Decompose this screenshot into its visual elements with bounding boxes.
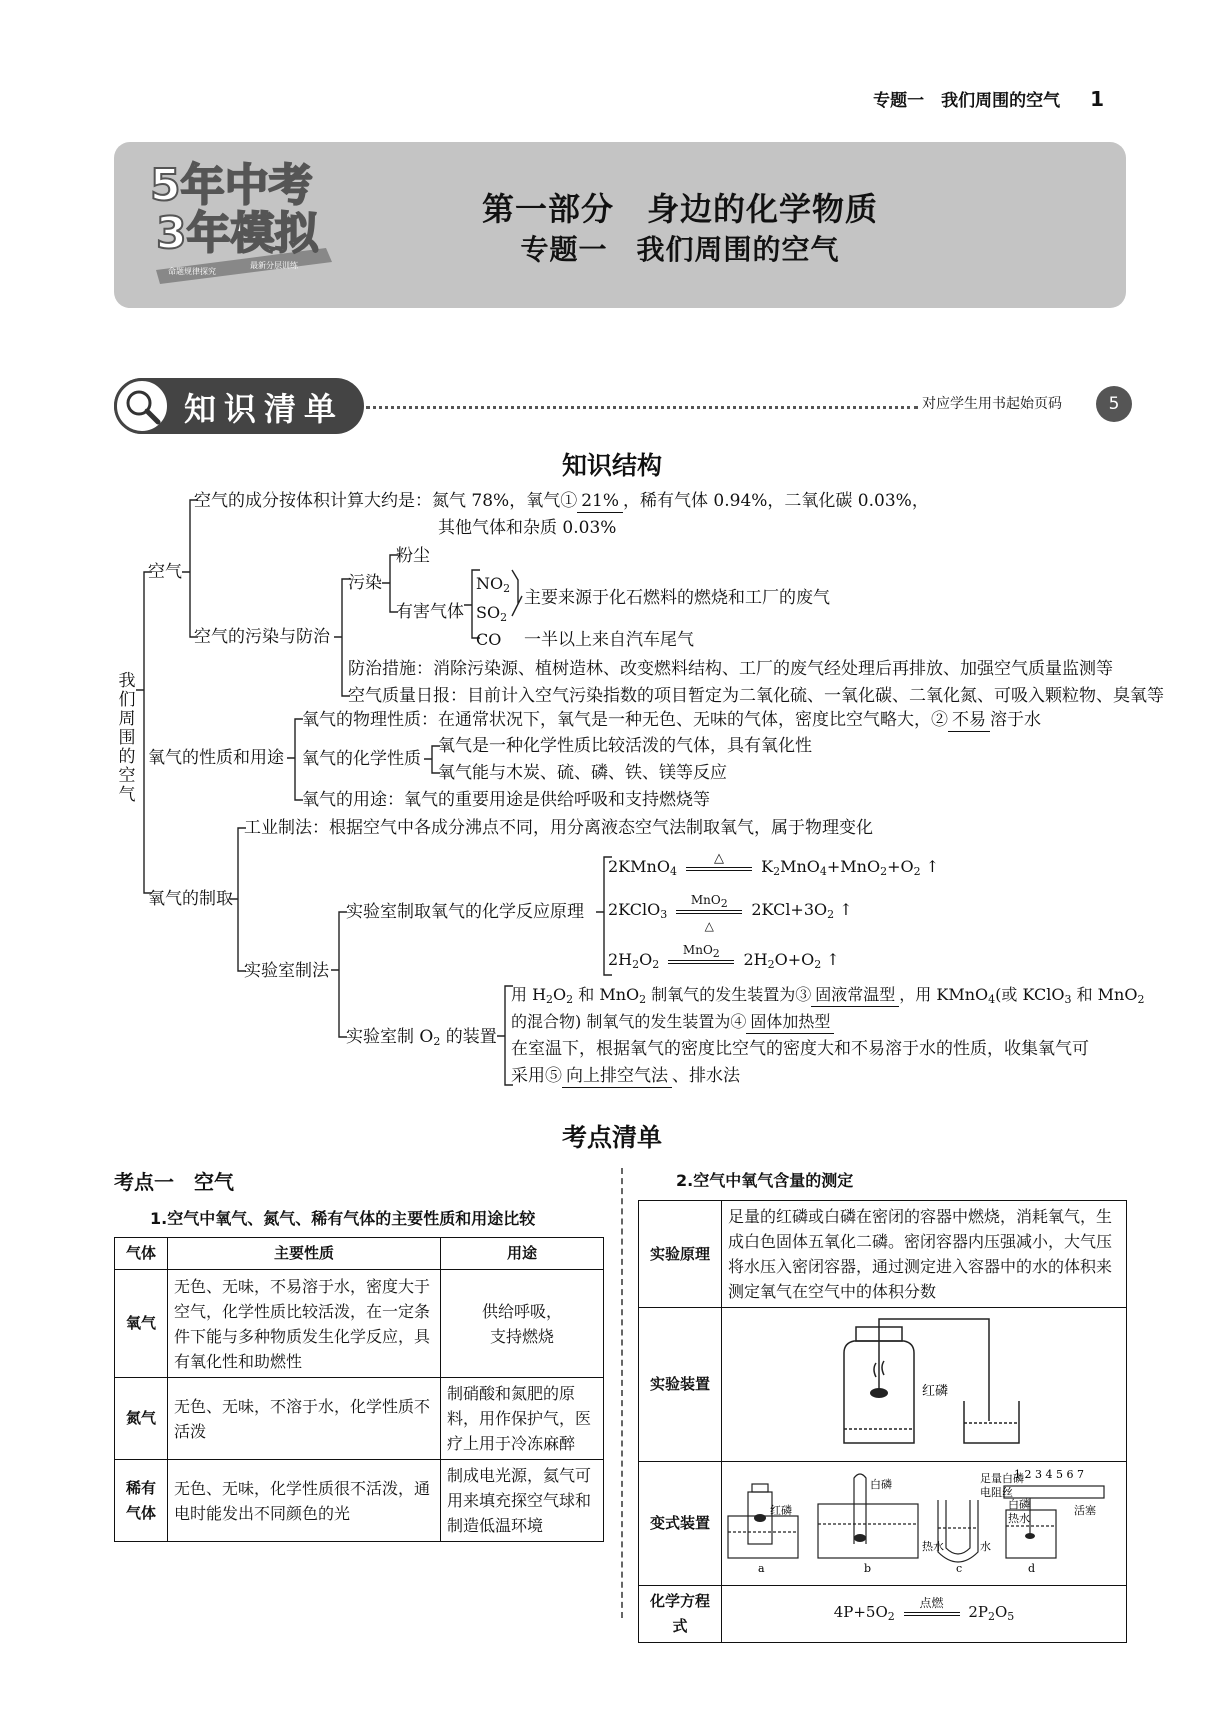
oxygen-use: 氧气的用途：氧气的重要用途是供给呼吸和支持燃烧等 [302, 790, 710, 810]
prep-label: 氧气的制取 [148, 889, 233, 909]
blank-1: 21% [577, 490, 623, 513]
variant-diagrams [724, 1464, 1124, 1576]
device-figure-cell [722, 1308, 1127, 1462]
blank-3: 固液常温型 [811, 984, 899, 1007]
col-use: 用途 [441, 1238, 604, 1270]
collect-line-1: 在室温下，根据氧气的密度比空气的密度大和不易溶于水的性质，收集氧气可 [511, 1039, 1089, 1059]
blank-2: 不易 [948, 709, 990, 732]
lab-method-label: 实验室制法 [244, 961, 329, 981]
principle-label: 实验原理 [639, 1201, 722, 1308]
subtopic-1: 1.空气中氧气、氮气、稀有气体的主要性质和用途比较 [150, 1209, 536, 1228]
gas-source: 主要来源于化石燃料的燃烧和工厂的废气 [524, 588, 830, 608]
table-row [115, 1460, 604, 1542]
chemical-props-label: 氧气的化学性质 [302, 749, 421, 769]
running-title: 专题一 我们周围的空气 [873, 91, 1061, 111]
page-number: 1 [1090, 87, 1104, 111]
principle-label: 实验室制取氧气的化学反应原理 [346, 902, 584, 922]
gas-so2: $SO_2$ [476, 603, 508, 624]
prevention-measures: 防治措施：消除污染源、植树造林、改变燃料结构、工厂的废气经处理后再排放、加强空气质量监测等 [348, 659, 1113, 679]
collect-line-2: 采用⑤ 向上排空气法 、排水法 [511, 1066, 740, 1086]
harmful-gas: 有害气体 [396, 602, 464, 622]
table-row [639, 1586, 1127, 1643]
variant-label: 变式装置 [639, 1462, 722, 1586]
topic-title: 专题一 我们周围的空气 [520, 233, 840, 266]
col-property: 主要性质 [168, 1238, 441, 1270]
column-divider [621, 1168, 623, 1618]
reference-page: 5 [1096, 386, 1132, 422]
gas-use: 制硝酸和氮肥的原料，用作保护气，医疗上用于冷冻麻醉 [441, 1378, 604, 1460]
variant-tag: 热水 [922, 1540, 944, 1553]
variant-tag: 热水 [1008, 1512, 1030, 1525]
pollution-label: 空气的污染与防治 [194, 627, 330, 647]
table-row [639, 1201, 1127, 1308]
device-line-2: 的混合物) 制氧气的发生装置为④ 固体加热型 [511, 1011, 834, 1034]
knowledge-label: 知识清单 [184, 390, 345, 428]
variant-tag: 水 [980, 1540, 991, 1553]
dust: 粉尘 [396, 546, 430, 566]
variant-tag: 电阻丝 [980, 1486, 1013, 1499]
oxygen-measurement-table [638, 1200, 1127, 1643]
chem-prop-2: 氧气能与木炭、硫、磷、铁、镁等反应 [438, 763, 727, 783]
table-header-row [115, 1238, 604, 1270]
variant-letter: d [1028, 1562, 1036, 1575]
variant-tag: 红磷 [770, 1504, 792, 1517]
logo-tag-1: 命题规律探究 [168, 267, 216, 276]
equation-h2o2: $2H_2O_2$ MnO$_2$ $2H_2O+O_2$ ↑ [608, 942, 840, 971]
gas-name: 氧气 [115, 1270, 168, 1378]
gas-comparison-table [114, 1237, 604, 1542]
air-composition-2: 其他气体和杂质 0.03% [438, 518, 617, 538]
variant-figure-cell [722, 1462, 1127, 1586]
exam-title: 考点清单 [561, 1123, 662, 1152]
apparatus-diagram [814, 1311, 1034, 1451]
variant-tag: 足量白磷 [980, 1472, 1024, 1485]
equation-kclo3: 2KClO$_3$ MnO$_2$ △ $2KCl+3O_2$ ↑ [608, 892, 853, 933]
gas-use: 供给呼吸， 支持燃烧 [441, 1270, 604, 1378]
physical-props: 氧气的物理性质：在通常状况下，氧气是一种无色、无味的气体，密度比空气略大，② 不易 溶于水 [302, 710, 1041, 730]
variant-tag: 白磷 [1008, 1498, 1030, 1511]
air-composition: 空气的成分按体积计算大约是：氮气 78%，氧气① 21% ，稀有气体 0.94%，二氧化碳 0.03%， [194, 491, 929, 511]
chem-prop-1: 氧气是一种化学性质比较活泼的气体，具有氧化性 [438, 736, 812, 756]
logo-tag-2: 最新分层训练 [250, 261, 298, 270]
variant-tag: 1 2 3 4 5 6 7 [1014, 1468, 1084, 1481]
table-row [639, 1462, 1127, 1586]
red-phosphorus-tag: 红磷 [922, 1384, 949, 1399]
variant-letter: a [758, 1562, 765, 1575]
table-row [639, 1308, 1127, 1462]
device-line-1: 用 $H_2O_2$ 和 MnO$_2$ 制氧气的发生装置为③ 固液常温型 ，用 KMnO$_4$(或 KClO$_3$ 和 MnO$_2$ [511, 985, 1145, 1006]
device-label: 实验室制 $O_2$ 的装置 [346, 1027, 497, 1048]
gas-name: 稀有气体 [115, 1460, 168, 1542]
pollution: 污染 [348, 573, 382, 593]
air-quality-daily: 空气质量日报：目前计入空气污染指数的项目暂定为二氧化硫、一氧化碳、二氧化氮、可吸入颗粒物、臭氧等 [348, 686, 1164, 706]
blank-5: 向上排空气法 [562, 1065, 672, 1088]
air-label: 空气 [148, 562, 182, 582]
gas-name: 氮气 [115, 1378, 168, 1460]
root-label: 我们周围的空气 [118, 671, 136, 805]
variant-letter: b [864, 1562, 872, 1575]
point-1-title: 考点一 空气 [114, 1170, 234, 1194]
phosphorus-equation: $4P+5O_2$ 点燃 $2P_2O_5$ [722, 1586, 1127, 1643]
oxygen-props-label: 氧气的性质和用途 [148, 748, 284, 768]
structure-title: 知识结构 [561, 451, 662, 480]
equation-kmno4: 2KMnO$_4$ △ $K_2MnO_4+MnO_2+O_2$ ↑ [608, 850, 940, 878]
reference-text: 对应学生用书起始页码 [922, 396, 1062, 412]
principle-text: 足量的红磷或白磷在密闭的容器中燃烧，消耗氧气，生成白色固体五氧化二磷。密闭容器内压强减小，大气压将水压入密闭容器，通过测定进入容器中的水的体积来测定氧气在空气中的体积分数 [722, 1201, 1127, 1308]
blank-4: 固体加热型 [746, 1011, 834, 1034]
part-title: 第一部分 身边的化学物质 [481, 190, 878, 228]
table-row [115, 1378, 604, 1460]
device-label: 实验装置 [639, 1308, 722, 1462]
table-row [115, 1270, 604, 1378]
gas-property: 无色、无味，不易溶于水，密度大于空气，化学性质比较活泼，在一定条件下能与多种物质发生化学反应，具有氧化性和助燃性 [168, 1270, 441, 1378]
gas-property: 无色、无味，化学性质很不活泼，通电时能发出不同颜色的光 [168, 1460, 441, 1542]
logo-line1: 5年中考 [150, 160, 313, 211]
co-source: 一半以上来自汽车尾气 [524, 630, 694, 650]
gas-property: 无色、无味，不溶于水，化学性质不活泼 [168, 1378, 441, 1460]
gas-co: CO [476, 630, 502, 649]
industrial-method: 工业制法：根据空气中各成分沸点不同，用分离液态空气法制取氧气，属于物理变化 [244, 818, 873, 838]
variant-letter: c [956, 1562, 963, 1575]
variant-tag: 白磷 [870, 1478, 892, 1491]
col-gas: 气体 [115, 1238, 168, 1270]
variant-tag: 活塞 [1074, 1504, 1096, 1517]
equation-label: 化学方程式 [639, 1586, 722, 1643]
logo-line2: 3年模拟 [156, 208, 319, 259]
subtopic-2: 2.空气中氧气含量的测定 [676, 1171, 854, 1190]
gas-use: 制成电光源，氦气可用来填充探空气球和制造低温环境 [441, 1460, 604, 1542]
gas-no2: $NO_2$ [476, 574, 511, 595]
